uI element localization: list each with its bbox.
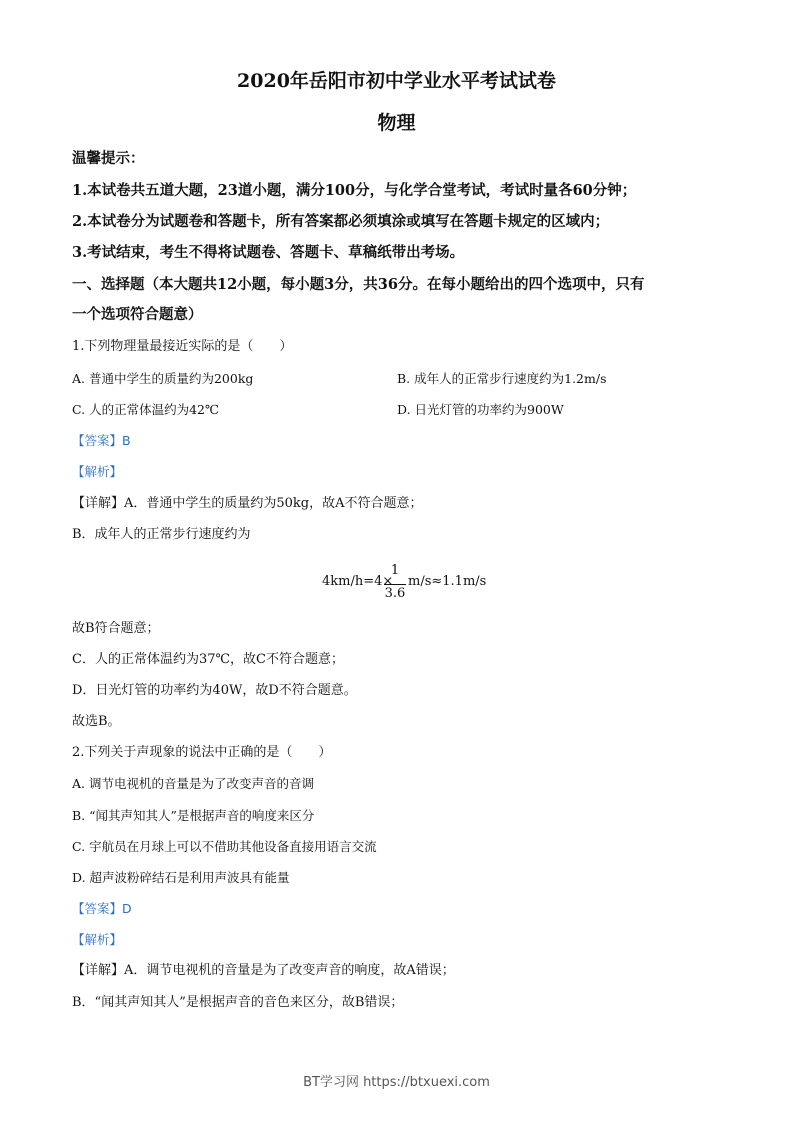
section-heading-cont: 一个选项符合题意） [72, 306, 203, 323]
formula-numerator: 1 [390, 563, 400, 578]
question-2-option-a: A. 调节电视机的音量是为了改变声音的音调 [72, 776, 314, 791]
question-1-detail-b: B．成年人的正常步行速度约为 [72, 527, 251, 542]
question-1-detail-c: C．人的正常体温约为37℃，故C不符合题意； [72, 652, 344, 667]
question-1-analysis-label: 【解析】 [72, 464, 123, 479]
subject-title: 物理 [377, 112, 416, 134]
notice-item-3: 3.考试结束，考生不得将试题卷、答题卡、草稿纸带出考场。 [72, 244, 465, 261]
question-1-detail-d: D．日光灯管的功率约为40W，故D不符合题意。 [72, 683, 357, 698]
question-2-detail-b: B．“闻其声知其人”是根据声音的音色来区分，故B错误； [72, 995, 404, 1010]
question-1-option-b: B. 成年人的正常步行速度约为1.2m/s [397, 371, 607, 386]
question-1-choice: 故选B。 [72, 714, 121, 729]
question-2-detail-a: 【详解】A．调节电视机的音量是为了改变声音的响度，故A错误； [72, 963, 455, 978]
page-title: 2020年岳阳市初中学业水平考试试卷 [237, 70, 556, 92]
question-1-answer: 【答案】B [72, 433, 131, 448]
notice-item-1: 1.本试卷共五道大题，23道小题，满分100分，与化学合堂考试，考试时量各60分钟； [72, 182, 637, 199]
formula-rhs: m/s≈1.1m/s [408, 574, 487, 589]
notice-item-2: 2.本试卷分为试题卷和答题卡，所有答案都必须填涂或填写在答题卡规定的区域内； [72, 213, 610, 230]
question-2-stem: 2.下列关于声现象的说法中正确的是（ ） [72, 745, 332, 760]
question-2-answer: 【答案】D [72, 901, 132, 916]
question-1-b-conclusion: 故B符合题意； [72, 621, 160, 636]
question-1-option-a: A. 普通中学生的质量约为200kg [72, 371, 254, 386]
question-2-option-d: D. 超声波粉碎结石是利用声波具有能量 [72, 870, 290, 885]
fraction-bar [384, 584, 406, 585]
notice-heading: 温馨提示： [72, 150, 145, 167]
formula-lhs: 4km/h=4× [322, 574, 394, 589]
footer-watermark-link[interactable]: BT学习网 https://btxuexi.com [303, 1075, 490, 1090]
formula-denominator: 3.6 [384, 586, 406, 601]
question-1-option-d: D. 日光灯管的功率约为900W [397, 402, 564, 417]
question-2-option-c: C. 宇航员在月球上可以不借助其他设备直接用语言交流 [72, 839, 377, 854]
question-1-option-c: C. 人的正常体温约为42℃ [72, 402, 219, 417]
section-heading: 一、选择题（本大题共12小题，每小题3分，共36分。在每小题给出的四个选项中，只有 [72, 276, 645, 293]
question-1-stem: 1.下列物理量最接近实际的是（ ） [72, 339, 293, 354]
question-2-option-b: B. “闻其声知其人”是根据声音的响度来区分 [72, 808, 315, 823]
question-1-detail-a: 【详解】A．普通中学生的质量约为50kg，故A不符合题意； [72, 496, 423, 511]
question-2-analysis-label: 【解析】 [72, 932, 123, 947]
